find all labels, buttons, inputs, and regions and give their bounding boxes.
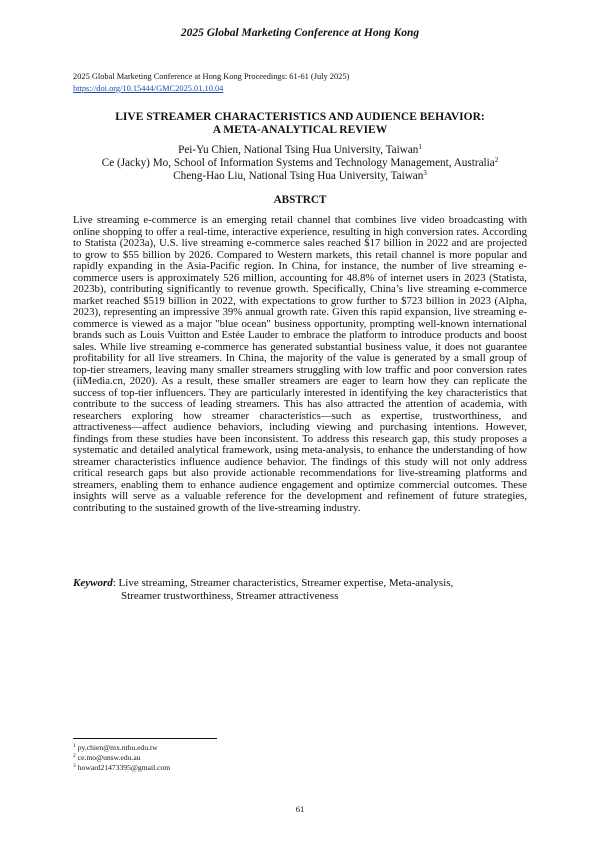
abstract-heading: ABSTRCT — [273, 194, 327, 206]
paper-title-line-2: A META-ANALYTICAL REVIEW — [212, 123, 388, 136]
page-number: 61 — [295, 804, 305, 814]
proceedings-citation: 2025 Global Marketing Conference at Hong Kong Proceedings: 61-61 (July 2025) — [73, 72, 350, 81]
footnote-mark: 1 — [418, 143, 422, 151]
footnote-mark: 2 — [73, 753, 76, 759]
keyword-line-1 — [73, 577, 527, 590]
keyword-label: Keyword — [73, 577, 113, 589]
footnote-email: howard21473395@gmail.com — [77, 763, 171, 772]
keyword-block — [73, 577, 527, 602]
keyword-list: Live streaming, Streamer characteristics, Streamer expertise, Meta-analysis, — [118, 577, 454, 589]
author-list — [40, 144, 560, 183]
footnote-email: ce.mo@unsw.edu.au — [77, 753, 141, 762]
footnotes — [73, 743, 170, 773]
doi-link[interactable]: https://doi.org/10.15444/GMC2025.01.10.04 — [73, 84, 224, 93]
paper-title — [60, 111, 540, 136]
footnote-mark: 2 — [494, 156, 499, 164]
footnote — [73, 743, 170, 753]
abstract-body: Live streaming e-commerce is an emerging retail channel that combines live video broadcasting with online shopping to offer a real-time, interactive experience, resulting in high conversion rates. According to Statista (2023a), U.S. live streaming e-commerce sales reached $17 billion in 2022 and are projected to grow to $55 billion by 2026. Compared to Western markets, this retail channel is more popular and rapidly expanding in the Asia-Pacific region. In China, for instance, the number of live streaming e-commerce users is approximately 526 million, accounting for 48.8% of internet users in 2023 (Statista, 2023b), contributing significantly to revenue growth. Specifically, China’s live streaming e-commerce market reached $519 billion in 2022, with expectations to grow further to $723 billion in 2023 (Alpha, 2023), representing an impressive 39% annual growth rate. Given this rapid expansion, live streaming e-commerce is viewed as a major "blue ocean" business opportunity, prompting well-known international brands such as Louis Vuitton and Estée Lauder to embrace the platform to introduce products and boost sales. While live streaming e-commerce has generated substantial business value, it does not guarantee profitability for all live streamers. In China, the majority of the value is generated by a small group of top-tier streamers, leaving many smaller streamers struggling with low traffic and poor conversion rates (iiMedia.cn, 2020). As a result, these smaller streamers are eager to learn how they can replicate the success of top-tier influencers. They are particularly interested in identifying the key characteristics that contribute to the success of leading streamers. This has also attracted the attention of academia, with researchers exploring how streamer characteristics—such as expertise, trustworthiness, and attractiveness—affect audience behaviors, including viewing and purchasing intentions. However, findings from these studies have been inconsistent. To address this research gap, this study proposes a systematic and detailed analytical framework, using meta-analysis, to enhance the understanding of how streamer characteristics influence audience behavior. The findings of this study will not only address critical research gaps but also provide actionable recommendations for live-streaming platforms and streamers, enabling them to enhance audience engagement and optimize commercial outcomes. These insights will serve as a valuable reference for the development and refinement of future strategies, contributing to the sustained growth of the live-streaming industry. — [73, 214, 527, 514]
keyword-line-2: Streamer trustworthiness, Streamer attractiveness — [121, 589, 339, 602]
footnote-mark: 3 — [423, 169, 427, 177]
author-line — [40, 157, 560, 170]
paper-title-line-1: LIVE STREAMER CHARACTERISTICS AND AUDIENCE BEHAVIOR: — [115, 111, 485, 123]
author-affiliation: Ce (Jacky) Mo, School of Information Systems and Technology Management, Australia — [101, 157, 495, 169]
author-line — [40, 144, 560, 157]
running-head: 2025 Global Marketing Conference at Hong Kong — [180, 27, 420, 39]
footnote-divider — [73, 738, 217, 739]
footnote-mark: 3 — [73, 763, 76, 769]
footnote-email: py.chien@mx.nthu.edu.tw — [77, 743, 158, 752]
footnote-mark: 1 — [73, 743, 76, 749]
footnote — [73, 753, 170, 763]
footnote — [73, 763, 170, 773]
keyword-separator: : — [112, 577, 119, 589]
author-line — [40, 170, 560, 183]
author-affiliation: Cheng-Hao Liu, National Tsing Hua University, Taiwan — [173, 170, 424, 182]
author-affiliation: Pei-Yu Chien, National Tsing Hua University, Taiwan — [178, 144, 419, 156]
